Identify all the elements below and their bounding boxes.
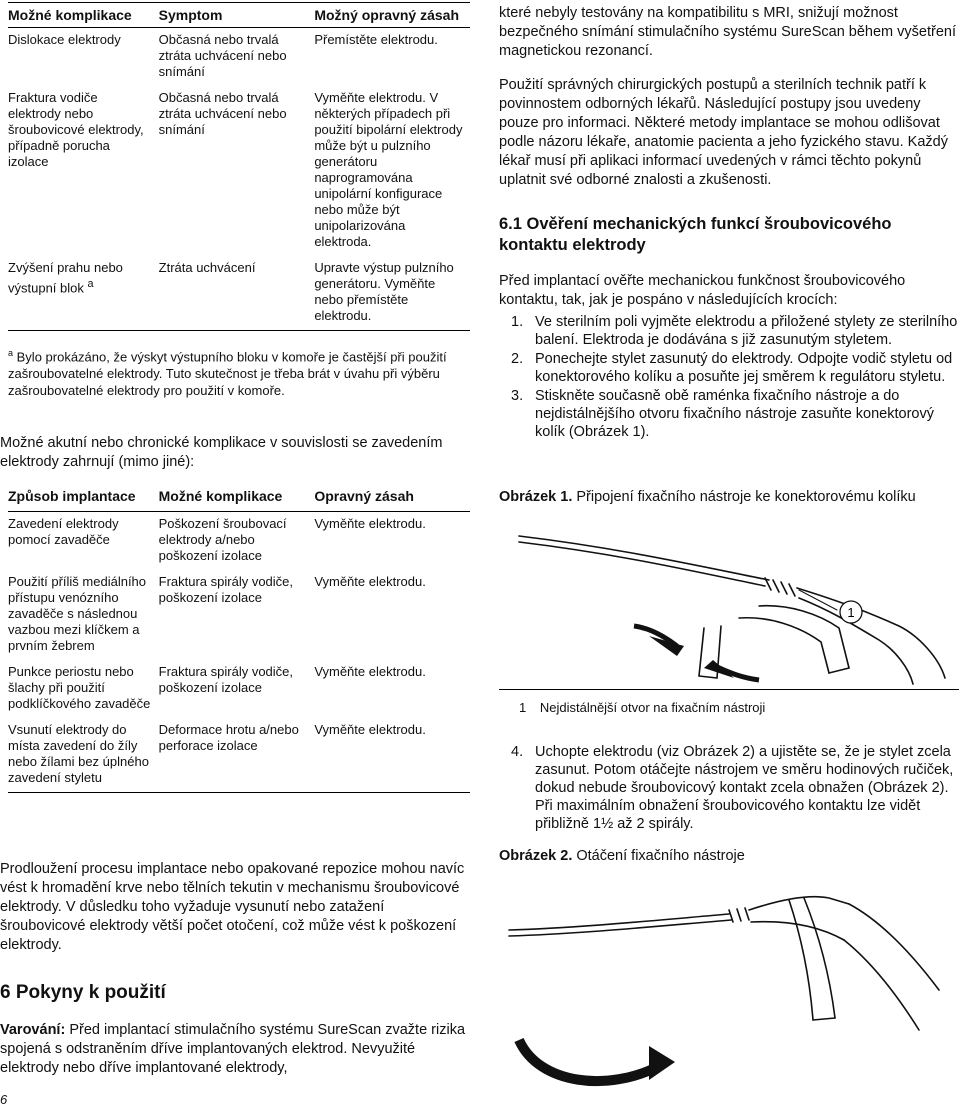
- complications-table: [8, 2, 470, 331]
- table-cell: Fraktura spirály vodiče, poškození izolace: [158, 664, 294, 695]
- step-number: 2.: [511, 351, 524, 367]
- legend-text: Nejdistálnější otvor na fixačním nástroji: [539, 700, 766, 715]
- table-cell: Upravte výstup pulzního generátoru. Vyměňte nebo přemístěte elektrodu.: [314, 256, 470, 331]
- table-cell: Vyměňte elektrodu.: [314, 664, 426, 679]
- list-item: [499, 350, 960, 386]
- intro-paragraph: Možné akutní nebo chronické komplikace v souvislosti se zavedením elektrody zahrnují (mimo jiné):: [0, 435, 443, 470]
- steps-list: [499, 313, 960, 442]
- table-cell: Použití příliš mediálního přístupu venózního zavaděče s následnou vazbou mezi klíčkem a prvním žebrem: [8, 574, 147, 653]
- table-header-row: [8, 488, 470, 512]
- footnote-marker: a: [8, 348, 14, 358]
- section-heading: [0, 982, 166, 1004]
- table-row: [8, 28, 470, 87]
- table-cell: Punkce periostu nebo šlachy při použití podklíčkového zavaděče: [8, 664, 151, 711]
- figure1-legend: [519, 700, 765, 715]
- step-text: Stiskněte současně obě raménka fixačního nástroje a do nejdistálnějšího otvoru fixačního nástroje zasuňte konektorový kolík (Obrázek 1).: [535, 388, 934, 440]
- figure1-callout: 1: [847, 605, 855, 620]
- table-header-cell: Možný opravný zásah: [314, 3, 470, 28]
- fixation-tool-illustration: [499, 518, 959, 688]
- list-item: [499, 313, 960, 349]
- warning-paragraph: [0, 1021, 470, 1078]
- step-text: Uchopte elektrodu (viz Obrázek 2) a ujistěte se, že je stylet zcela zasunut. Potom otáčejte nástrojem ve směru hodinových ručiček, dokud nebude šroubovicový kontakt zcela obnažen (Obrázek 2). Při maximálním obnažení šroubovicového kontaktu lze vidět přibližně 1½ až 2 spirály.: [535, 744, 954, 832]
- table-cell: Přemístěte elektrodu.: [314, 32, 438, 47]
- table-header-cell: Možné komplikace: [159, 488, 315, 512]
- verify-paragraph: Před implantací ověřte mechanickou funkčnost šroubovicového kontaktu, tak, jak je pospáno v následujících krocích:: [499, 273, 906, 308]
- list-item: [499, 387, 960, 441]
- section-title: Pokyny k použití: [15, 982, 166, 1003]
- figure1-caption-text: Připojení fixačního nástroje ke konektorovému kolíku: [576, 489, 916, 505]
- table-cell: Zavedení elektrody pomocí zavaděče: [8, 516, 119, 547]
- table-cell: Fraktura spirály vodiče, poškození izolace: [158, 574, 294, 605]
- legend-number: 1: [519, 700, 527, 715]
- step-text: Ve sterilním poli vyjměte elektrodu a přiložené stylety ze sterilního balení. Elektroda je dodávána s již zasunutým styletem.: [535, 314, 958, 348]
- figure2-caption: [499, 848, 745, 864]
- table-row: [8, 86, 470, 256]
- table-cell: Deformace hrotu a/nebo perforace izolace: [159, 718, 315, 793]
- table-cell: Vyměňte elektrodu.: [314, 718, 470, 793]
- warning-text: Před implantací stimulačního systému SureScan zvažte rizika spojená s odstraněním dříve implantovaných elektrod. Nevyužité elektrody nebo dříve implantované elektrody,: [0, 1022, 466, 1076]
- table-footnote: [8, 345, 470, 399]
- footnote-ref: a: [87, 278, 94, 290]
- table-cell: [8, 256, 159, 331]
- section-number: 6: [0, 982, 11, 1003]
- steps-list: [499, 743, 960, 834]
- figure1-caption: [499, 489, 916, 505]
- table-row: [8, 256, 470, 331]
- page-number: 6: [0, 1092, 8, 1107]
- table-header-row: [8, 3, 470, 28]
- table-cell: Vyměňte elektrodu. V některých případech při použití bipolární elektrody může být u pulzního generátoru naprogramována unipolární konfigurace nebo může být unipolarizována elektroda.: [314, 90, 463, 249]
- table-cell: Vyměňte elektrodu.: [314, 516, 426, 531]
- figure1-label: Obrázek 1.: [499, 489, 573, 505]
- table-cell: Občasná nebo trvalá ztráta uchvácení nebo snímání: [158, 32, 287, 79]
- table-header-cell: Symptom: [159, 3, 315, 28]
- mri-paragraph: které nebyly testovány na kompatibilitu s MRI, snižují možnost bezpečného snímání stimulačního systému SureScan během vyšetření magnetickou rezonancí.: [499, 5, 956, 59]
- subsection-title: Ověření mechanických funkcí šroubovicového kontaktu elektrody: [499, 215, 892, 254]
- subsection-number: 6.1: [499, 215, 522, 233]
- table-cell: Vyměňte elektrodu.: [314, 574, 426, 589]
- warning-label: Varování:: [0, 1022, 66, 1038]
- table-cell: Vsunutí elektrody do místa zavedení do žíly nebo žílami bez úplného zavedení styletu: [8, 718, 159, 793]
- implant-complications-table: [8, 488, 470, 793]
- figure2-caption-text: Otáčení fixačního nástroje: [576, 848, 745, 864]
- table-header-cell: Způsob implantace: [8, 488, 159, 512]
- table-cell: Dislokace elektrody: [8, 32, 121, 47]
- table-row: [8, 660, 470, 718]
- step-text: Ponechejte stylet zasunutý do elektrody. Odpojte vodič styletu od konektorového kolíku a posuňte jej směrem k regulátoru styletu.: [535, 351, 953, 385]
- list-item: [499, 743, 960, 833]
- tool-rotation-illustration: [499, 870, 959, 1095]
- table-cell-text: Zvýšení prahu nebo výstupní blok: [8, 260, 123, 296]
- figure1-divider: [499, 689, 959, 690]
- table-row: [8, 570, 470, 660]
- step-number: 1.: [511, 314, 524, 330]
- table-header-cell: Možné komplikace: [8, 3, 159, 28]
- surgical-paragraph: Použití správných chirurgických postupů a sterilních technik patří k povinnostem odborných lékařů. Následující postupy jsou uvedeny pouze pro informaci. Některé metody implantace se mohou odlišovat podle názoru lékaře, anatomie pacienta a jeho fyzického stavu. Každý lékař musí při aplikaci informací uvedených v rámci těchto pokynů uplatnit své odborné znalosti a zkušenosti.: [499, 77, 948, 188]
- figure2-label: Obrázek 2.: [499, 848, 573, 864]
- subsection-heading: [499, 214, 960, 256]
- table-cell: Fraktura vodiče elektrody nebo šroubovicové elektrody, případně porucha izolace: [8, 90, 144, 169]
- table-cell: Poškození šroubovací elektrody a/nebo poškození izolace: [158, 516, 287, 563]
- step-number: 3.: [511, 388, 524, 404]
- table-row: [8, 512, 470, 571]
- repositioning-paragraph: Prodloužení procesu implantace nebo opakované repozice mohou navíc vést k hromadění krve nebo tělních tekutin v mechanismu šroubovicové elektrody. V důsledku toho vyžaduje vysunutí nebo zatažení šroubovicové elektrody větší počet otočení, což může vést k poškození elektrody.: [0, 861, 465, 953]
- table-cell: Ztráta uchvácení: [159, 256, 315, 331]
- table-cell: Občasná nebo trvalá ztráta uchvácení nebo snímání: [158, 90, 287, 137]
- table-row: [8, 718, 470, 793]
- footnote-text: Bylo prokázáno, že výskyt výstupního bloku v komoře je častější při použití zašroubovatelné elektrody. Tuto skutečnost je třeba brát v úvahu při výběru zašroubovatelné elektrody pro použití v komoře.: [8, 349, 447, 399]
- table-header-cell: Opravný zásah: [314, 488, 470, 512]
- step-number: 4.: [511, 744, 524, 760]
